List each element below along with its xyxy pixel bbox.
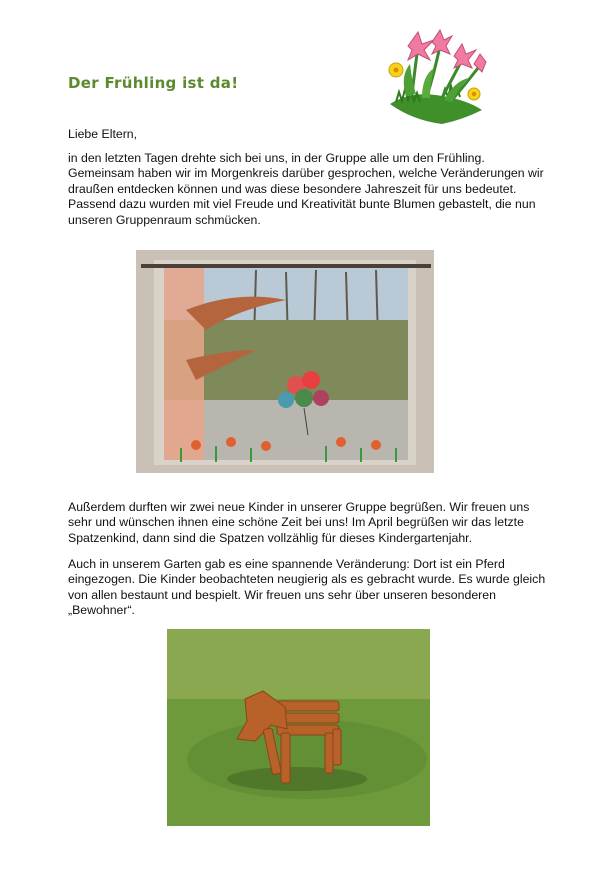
decorated-window-photo — [136, 250, 434, 473]
paragraph-2: Außerdem durften wir zwei neue Kinder in unserer Gruppe begrüßen. Wir freuen uns sehr und wünschen ihnen eine schöne Zeit bei uns! Im April begrüßen wir das letzte Spatzenkind, dann sind die Spatzen vollzählig für dieses Kindergartenjahr. — [68, 500, 530, 545]
page-title: Der Frühling ist da! — [68, 74, 239, 92]
flowers-clipart — [382, 24, 492, 130]
paragraph-3: Auch in unserem Garten gab es eine spannende Veränderung: Dort ist ein Pferd eingezogen. Die Kinder beobachteten neugierig als es gebracht wurde. Es wurde gleich von allen bestaunt und bespielt. Wir freuen uns sehr über unseren besonderen „Bewohner“. — [68, 557, 546, 618]
greeting: Liebe Eltern, — [68, 127, 138, 141]
wooden-horse-photo — [167, 629, 430, 826]
paragraph-1: in den letzten Tagen drehte sich bei uns, in der Gruppe alle um den Frühling. Gemeinsam haben wir im Morgenkreis darüber gesprochen, welche Veränderungen wir draußen entdecken können und was diese besondere Jahreszeit für uns bedeutet. Passend dazu wurden mit viel Freude und Kreativität bunte Blumen gebastelt, die nun unseren Gruppenraum schmücken. — [68, 151, 544, 227]
